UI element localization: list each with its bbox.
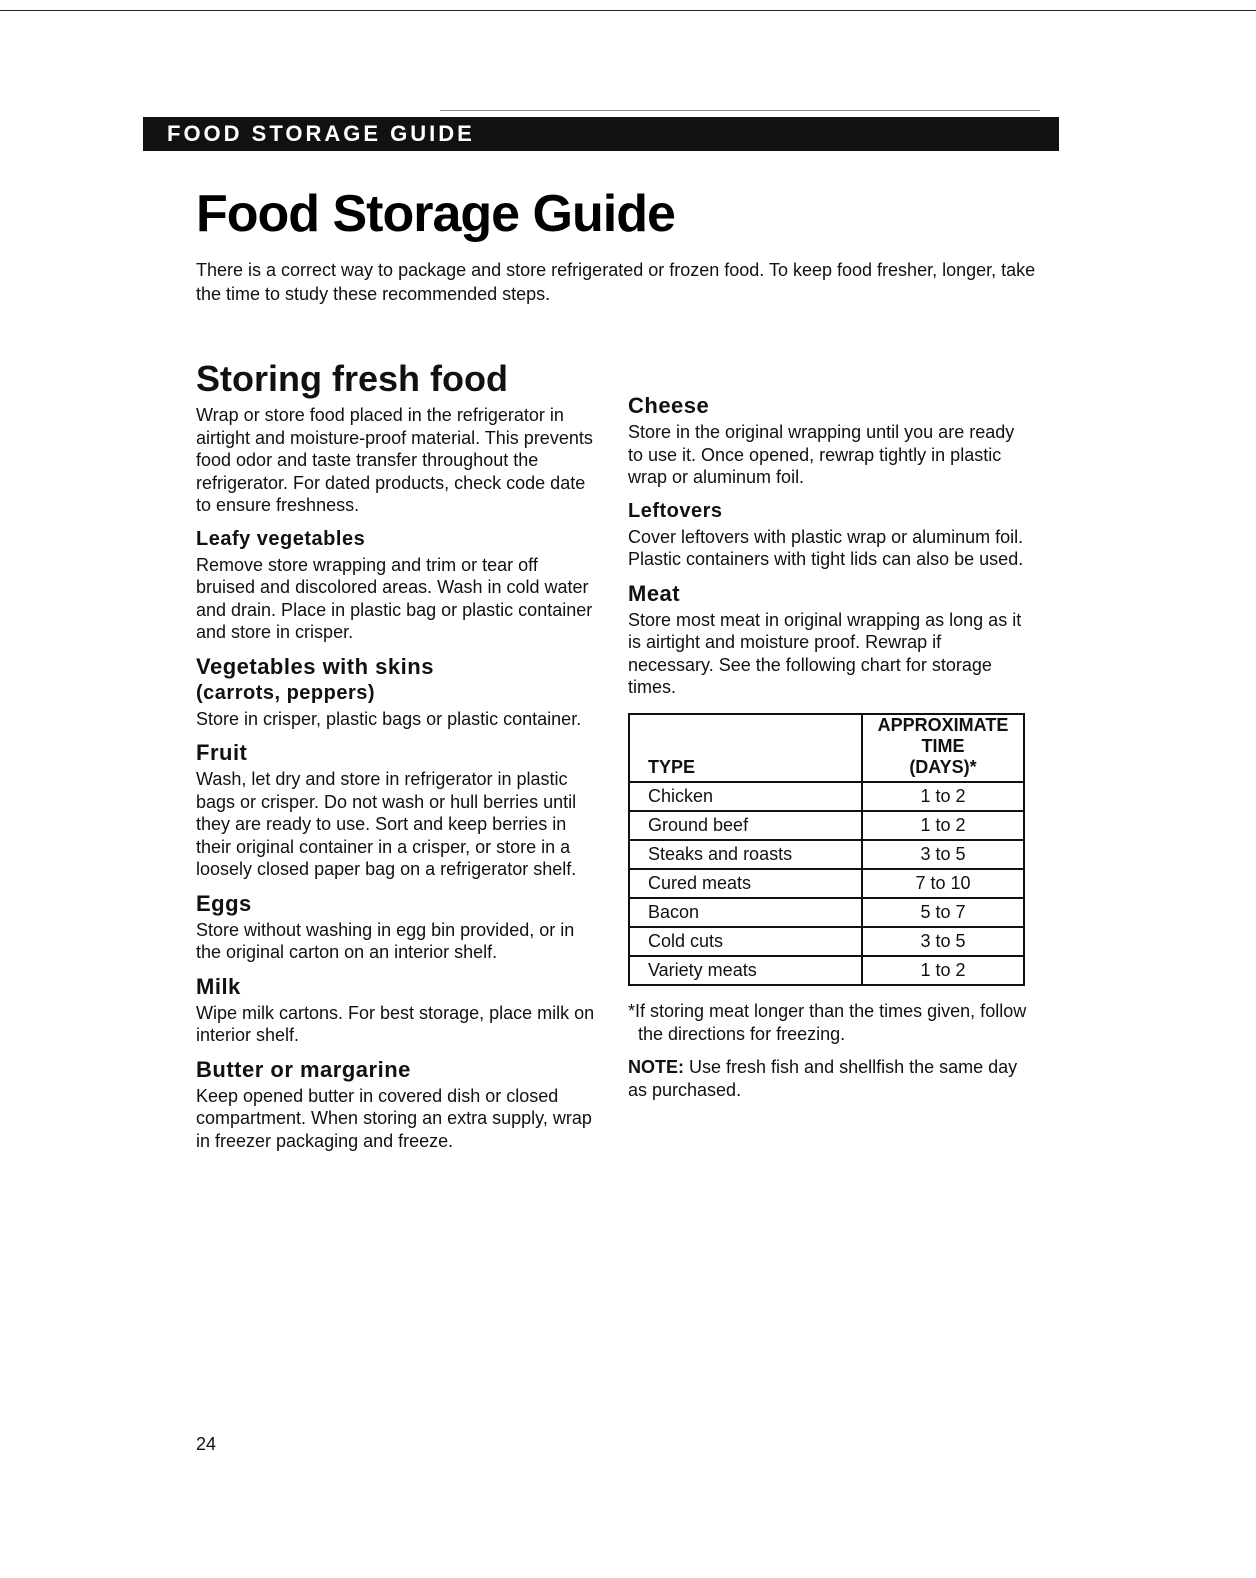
item-vegetables-with-skins <box>196 654 596 731</box>
cell-days: 3 to 5 <box>862 840 1024 869</box>
item-meat <box>628 581 1028 699</box>
section-banner: FOOD STORAGE GUIDE <box>143 117 1059 151</box>
cell-days: 3 to 5 <box>862 927 1024 956</box>
cell-type: Bacon <box>629 898 862 927</box>
table-row <box>629 956 1024 985</box>
item-heading: Vegetables with skins <box>196 653 434 679</box>
item-heading: Leftovers <box>628 499 723 522</box>
cell-type: Cured meats <box>629 869 862 898</box>
item-heading: Milk <box>196 973 241 999</box>
item-text: Wash, let dry and store in refrigerator in plastic bags or crisper. Do not wash or hull berries until they are ready to use. Sort and keep berries in their original container in a crisper, or store in a loosely closed paper bag on a refrigerator shelf. <box>196 769 577 879</box>
item-text: Keep opened butter in covered dish or closed compartment. When storing an extra supply, wrap in freezer packaging and freeze. <box>196 1085 592 1151</box>
item-heading: Meat <box>628 580 681 606</box>
item-leafy-vegetables <box>196 526 596 644</box>
intro-paragraph: There is a correct way to package and store refrigerated or frozen food. To keep food fresher, longer, take the time to study these recommended steps. <box>196 260 1036 304</box>
cell-type: Cold cuts <box>629 927 862 956</box>
table-row <box>629 811 1024 840</box>
item-heading: Butter or margarine <box>196 1056 411 1082</box>
cell-type: Chicken <box>629 782 862 811</box>
table-row <box>629 782 1024 811</box>
section-intro: Wrap or store food placed in the refrigerator in airtight and moisture-proof material. This prevents food odor and taste transfer throughout the refrigerator. For dated products, check code date to ensure freshness. <box>196 405 593 515</box>
scan-line-banner <box>440 110 1040 111</box>
item-text: Store in crisper, plastic bags or plastic container. <box>196 708 582 729</box>
cell-days: 5 to 7 <box>862 898 1024 927</box>
item-text: Store in the original wrapping until you are ready to use it. Once opened, rewrap tightly in plastic wrap or aluminum foil. <box>628 422 1015 487</box>
item-leftovers <box>628 498 1028 571</box>
cell-type: Steaks and roasts <box>629 840 862 869</box>
item-milk <box>196 974 596 1047</box>
item-subheading: (carrots, peppers) <box>196 681 376 704</box>
left-column <box>196 356 596 1152</box>
table-row <box>629 898 1024 927</box>
item-text: Store most meat in original wrapping as long as it is airtight and moisture proof. Rewrap if necessary. See the following chart for storage times. <box>628 609 1022 697</box>
table-header-row <box>629 714 1024 782</box>
table-row <box>629 927 1024 956</box>
note-label: NOTE: <box>628 1056 684 1077</box>
item-cheese <box>628 393 1028 489</box>
item-heading: Eggs <box>196 890 252 916</box>
cell-days: 1 to 2 <box>862 782 1024 811</box>
item-heading: Fruit <box>196 740 248 765</box>
cell-days: 7 to 10 <box>862 869 1024 898</box>
page-title: Food Storage Guide <box>196 185 675 243</box>
table-footnote: *If storing meat longer than the times given, follow the directions for freezing. <box>628 1000 1027 1044</box>
item-heading: Cheese <box>628 393 710 418</box>
cell-days: 1 to 2 <box>862 956 1024 985</box>
meat-storage-table-wrapper <box>628 713 1028 986</box>
header-type: TYPE <box>629 714 862 782</box>
right-column <box>628 393 1028 1102</box>
header-time-line1: APPROXIMATE TIME <box>877 714 1009 756</box>
item-eggs <box>196 891 596 964</box>
item-text: Remove store wrapping and trim or tear off bruised and discolored areas. Wash in cold water and drain. Place in plastic bag or plastic container and store in crisper. <box>196 554 593 642</box>
cell-type: Variety meats <box>629 956 862 985</box>
header-time-line2: (DAYS)* <box>909 756 977 777</box>
item-fruit <box>196 740 596 881</box>
note-paragraph <box>628 1056 1028 1102</box>
item-butter-or-margarine <box>196 1057 596 1153</box>
note-text: Use fresh fish and shellfish the same day as purchased. <box>628 1056 1018 1100</box>
item-text: Store without washing in egg bin provided, or in the original carton on an interior shelf. <box>196 919 575 962</box>
cell-days: 1 to 2 <box>862 811 1024 840</box>
page-number: 24 <box>196 1434 217 1454</box>
scan-line-top <box>0 10 1256 11</box>
table-row <box>629 840 1024 869</box>
meat-storage-table <box>628 713 1025 986</box>
cell-type: Ground beef <box>629 811 862 840</box>
table-row <box>629 869 1024 898</box>
item-text: Wipe milk cartons. For best storage, place milk on interior shelf. <box>196 1002 595 1045</box>
header-time <box>862 714 1024 782</box>
item-heading: Leafy vegetables <box>196 527 366 550</box>
item-text: Cover leftovers with plastic wrap or aluminum foil. Plastic containers with tight lids can also be used. <box>628 526 1024 569</box>
section-title: Storing fresh food <box>196 358 508 399</box>
